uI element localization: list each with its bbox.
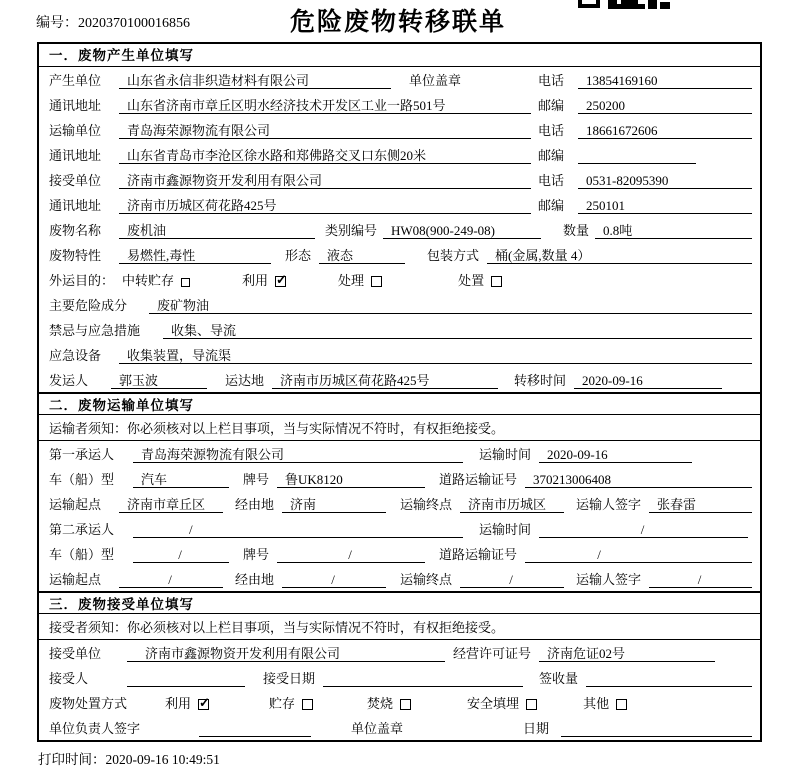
form-value: 液态 xyxy=(319,247,405,264)
address-label: 通讯地址 xyxy=(49,148,102,163)
section3-notice: 接受者须知：你必须核对以上栏目事项，当与实际情况不符时，有权拒绝接受。 xyxy=(39,614,760,640)
responsible-sign-value xyxy=(199,720,311,737)
destination-value: 济南市历城区荷花路425号 xyxy=(272,372,498,389)
date-label: 日期 xyxy=(523,721,550,736)
carrier2-label: 第二承运人 xyxy=(49,522,115,537)
checkbox-icon xyxy=(616,699,627,710)
checkbox-label: 利用 xyxy=(242,273,269,288)
receiver-address-value: 济南市历城区荷花路425号 xyxy=(119,197,531,214)
accept-unit-value: 济南市鑫源物资开发利用有限公司 xyxy=(127,645,445,662)
category-value: HW08(900-249-08) xyxy=(383,222,541,239)
print-time-label: 打印时间： xyxy=(38,752,106,767)
permit-label: 经营许可证号 xyxy=(453,646,532,661)
transporter-zip-group xyxy=(538,147,752,164)
receiver-phone-value: 0531-82095390 xyxy=(578,172,752,189)
checkbox-label: 安全填埋 xyxy=(467,696,520,711)
row-transporter xyxy=(39,117,760,142)
via2-value: / xyxy=(282,571,386,588)
plate-label: 牌号 xyxy=(243,547,270,562)
row-purpose xyxy=(39,267,760,292)
checkbox-icon xyxy=(198,699,209,710)
checkbox-icon xyxy=(181,278,190,287)
receiver-zip-group xyxy=(538,197,752,214)
transporter-address-value: 山东省青岛市李沧区徐水路和郑佛路交叉口东侧20米 xyxy=(119,147,531,164)
responsible-sign-label: 单位负责人签字 xyxy=(49,721,141,736)
disposal-option-landfill xyxy=(467,695,537,712)
serial-value: 2020370100016856 xyxy=(78,16,190,31)
carrier2-time-value: / xyxy=(539,521,748,538)
address-label: 通讯地址 xyxy=(49,98,102,113)
row-vehicle2 xyxy=(39,541,760,566)
vehicle1-value: 汽车 xyxy=(133,471,229,488)
sign2-value: / xyxy=(649,571,752,588)
received-qty-label: 签收量 xyxy=(539,671,579,686)
disposal-option-store xyxy=(269,695,313,712)
taboo-value: 收集、导流 xyxy=(163,322,752,339)
vehicle2-value: / xyxy=(133,546,229,563)
via-label: 经由地 xyxy=(235,497,275,512)
checkbox-icon xyxy=(371,276,382,287)
plate2-value: / xyxy=(277,546,425,563)
carrier1-time-value: 2020-09-16 xyxy=(539,446,692,463)
checkbox-label: 焚烧 xyxy=(367,696,394,711)
row-disposal xyxy=(39,690,760,715)
terminus-label: 运输终点 xyxy=(400,572,453,587)
purpose-option-utilize xyxy=(242,272,286,289)
character-label: 废物特性 xyxy=(49,248,102,263)
address-label: 通讯地址 xyxy=(49,198,102,213)
checkbox-icon xyxy=(526,699,537,710)
carrier1-label: 第一承运人 xyxy=(49,447,115,462)
disposal-option-incinerate xyxy=(367,695,411,712)
checkbox-label: 其他 xyxy=(583,696,610,711)
purpose-option-treat xyxy=(338,272,382,289)
carrier1-value: 青岛海荣源物流有限公司 xyxy=(133,446,463,463)
section2-header: 二．废物运输单位填写 xyxy=(39,392,760,415)
receiver-zip-value: 250101 xyxy=(578,197,752,214)
consignor-label: 发运人 xyxy=(49,373,89,388)
phone-label: 电话 xyxy=(538,123,565,138)
producer-phone-value: 13854169160 xyxy=(578,72,752,89)
accept-date-value xyxy=(323,670,523,687)
row-receipt xyxy=(39,665,760,690)
checkbox-label: 贮存 xyxy=(269,696,296,711)
recipient-value xyxy=(127,670,245,687)
serial-label: 编号： xyxy=(36,16,78,31)
transporter-value: 青岛海荣源物流有限公司 xyxy=(119,122,531,139)
permit-value: 济南危证02号 xyxy=(539,645,715,662)
vehicle-type-label: 车（船）型 xyxy=(49,547,115,562)
cert2-value: / xyxy=(525,546,675,563)
row-waste-name xyxy=(39,217,760,242)
zip-label: 邮编 xyxy=(538,198,565,213)
carrier-sign-label: 运输人签字 xyxy=(576,572,642,587)
producer-zip-group xyxy=(538,97,752,114)
via-label: 经由地 xyxy=(235,572,275,587)
transport-time-label: 运输时间 xyxy=(479,447,532,462)
carrier-sign-label: 运输人签字 xyxy=(576,497,642,512)
plate-label: 牌号 xyxy=(243,472,270,487)
print-time xyxy=(38,748,220,768)
phone-label: 电话 xyxy=(538,73,565,88)
row-vehicle1 xyxy=(39,466,760,491)
row-producer xyxy=(39,67,760,92)
accept-date-label: 接受日期 xyxy=(263,671,316,686)
received-qty-value xyxy=(586,670,752,687)
origin-label: 运输起点 xyxy=(49,572,102,587)
section3-header: 三．废物接受单位填写 xyxy=(39,591,760,614)
zip-label: 邮编 xyxy=(538,98,565,113)
checkbox-label: 处理 xyxy=(338,273,365,288)
transporter-label: 运输单位 xyxy=(49,123,102,138)
purpose-option-storage xyxy=(122,272,190,289)
producer-phone-group xyxy=(538,72,752,89)
quantity-value: 0.8吨 xyxy=(595,222,752,239)
accept-unit-label: 接受单位 xyxy=(49,646,102,661)
receiver-phone-group xyxy=(538,172,752,189)
print-time-value: 2020-09-16 10:49:51 xyxy=(105,752,220,767)
origin1-value: 济南市章丘区 xyxy=(119,496,223,513)
receiver-label: 接受单位 xyxy=(49,173,102,188)
row-taboo xyxy=(39,317,760,342)
consignor-value: 郭玉波 xyxy=(111,372,207,389)
sign1-value: 张春雷 xyxy=(649,496,752,513)
equipment-label: 应急设备 xyxy=(49,348,102,363)
row-carrier2 xyxy=(39,516,760,541)
row-hazard xyxy=(39,292,760,317)
receiver-value: 济南市鑫源物资开发利用有限公司 xyxy=(119,172,531,189)
terminus-label: 运输终点 xyxy=(400,497,453,512)
transporter-zip-value xyxy=(578,147,696,164)
row-receiver-address xyxy=(39,192,760,217)
page-title: 危险废物转移联单 xyxy=(289,9,506,36)
end2-value: / xyxy=(460,571,564,588)
recipient-label: 接受人 xyxy=(49,671,89,686)
transporter-phone-value: 18661672606 xyxy=(578,122,752,139)
producer-label: 产生单位 xyxy=(49,73,102,88)
quantity-label: 数量 xyxy=(563,223,590,238)
packing-label: 包装方式 xyxy=(427,248,480,263)
row-route1 xyxy=(39,491,760,516)
row-transporter-address xyxy=(39,142,760,167)
row-producer-address xyxy=(39,92,760,117)
checkbox-icon xyxy=(491,276,502,287)
section1-header: 一．废物产生单位填写 xyxy=(39,44,760,67)
checkbox-icon xyxy=(275,276,286,287)
unit-stamp-label: 单位盖章 xyxy=(351,721,404,736)
sign-date-value xyxy=(561,720,752,737)
packing-value: 桶(金属,数量 4） xyxy=(487,247,752,264)
producer-address-value: 山东省济南市章丘区明水经济技术开发区工业一路501号 xyxy=(119,97,531,114)
purpose-label: 外运目的： xyxy=(49,273,115,288)
transfer-time-value: 2020-09-16 xyxy=(574,372,722,389)
producer-value: 山东省永信非织造材料有限公司 xyxy=(119,72,391,89)
row-carrier1 xyxy=(39,441,760,466)
row-route2 xyxy=(39,566,760,591)
disposal-label: 废物处置方式 xyxy=(49,696,128,711)
road-cert-label: 道路运输证号 xyxy=(439,547,518,562)
producer-stamp-label: 单位盖章 xyxy=(409,73,462,88)
character-value: 易燃性,毒性 xyxy=(119,247,271,264)
hazard-value: 废矿物油 xyxy=(149,297,752,314)
origin-label: 运输起点 xyxy=(49,497,102,512)
plate1-value: 鲁UK8120 xyxy=(277,471,425,488)
disposal-option-other xyxy=(583,695,627,712)
row-equipment xyxy=(39,342,760,367)
form-table xyxy=(37,42,762,742)
hazard-label: 主要危险成分 xyxy=(49,298,128,313)
row-accept-unit xyxy=(39,640,760,665)
cert1-value: 370213006408 xyxy=(525,471,752,488)
zip-label: 邮编 xyxy=(538,148,565,163)
vehicle-type-label: 车（船）型 xyxy=(49,472,115,487)
via1-value: 济南 xyxy=(282,496,386,513)
waste-name-label: 废物名称 xyxy=(49,223,102,238)
end1-value: 济南市历城区 xyxy=(460,496,564,513)
row-receiver xyxy=(39,167,760,192)
qr-code-fragment-icon xyxy=(578,0,670,9)
producer-zip-value: 250200 xyxy=(578,97,752,114)
checkbox-icon xyxy=(400,699,411,710)
taboo-label: 禁忌与应急措施 xyxy=(49,323,141,338)
form-label: 形态 xyxy=(285,248,312,263)
row-responsible-sign xyxy=(39,715,760,740)
road-cert-label: 道路运输证号 xyxy=(439,472,518,487)
transport-time-label: 运输时间 xyxy=(479,522,532,537)
transporter-phone-group xyxy=(538,122,752,139)
origin2-value: / xyxy=(119,571,223,588)
transfer-time-label: 转移时间 xyxy=(514,373,567,388)
checkbox-icon xyxy=(302,699,313,710)
disposal-option-utilize xyxy=(165,695,209,712)
destination-label: 运达地 xyxy=(225,373,265,388)
section2-notice: 运输者须知：你必须核对以上栏目事项，当与实际情况不符时，有权拒绝接受。 xyxy=(39,415,760,441)
row-dispatch xyxy=(39,367,760,392)
equipment-value: 收集装置，导流渠 xyxy=(119,347,752,364)
checkbox-label: 处置 xyxy=(458,273,485,288)
purpose-option-dispose xyxy=(458,272,502,289)
category-label: 类别编号 xyxy=(325,223,378,238)
carrier2-value: / xyxy=(133,521,463,538)
cert2-extension-line xyxy=(675,546,752,563)
checkbox-label: 利用 xyxy=(165,696,192,711)
checkbox-label: 中转贮存 xyxy=(122,273,175,288)
waste-name-value: 废机油 xyxy=(119,222,315,239)
phone-label: 电话 xyxy=(538,173,565,188)
row-waste-character xyxy=(39,242,760,267)
